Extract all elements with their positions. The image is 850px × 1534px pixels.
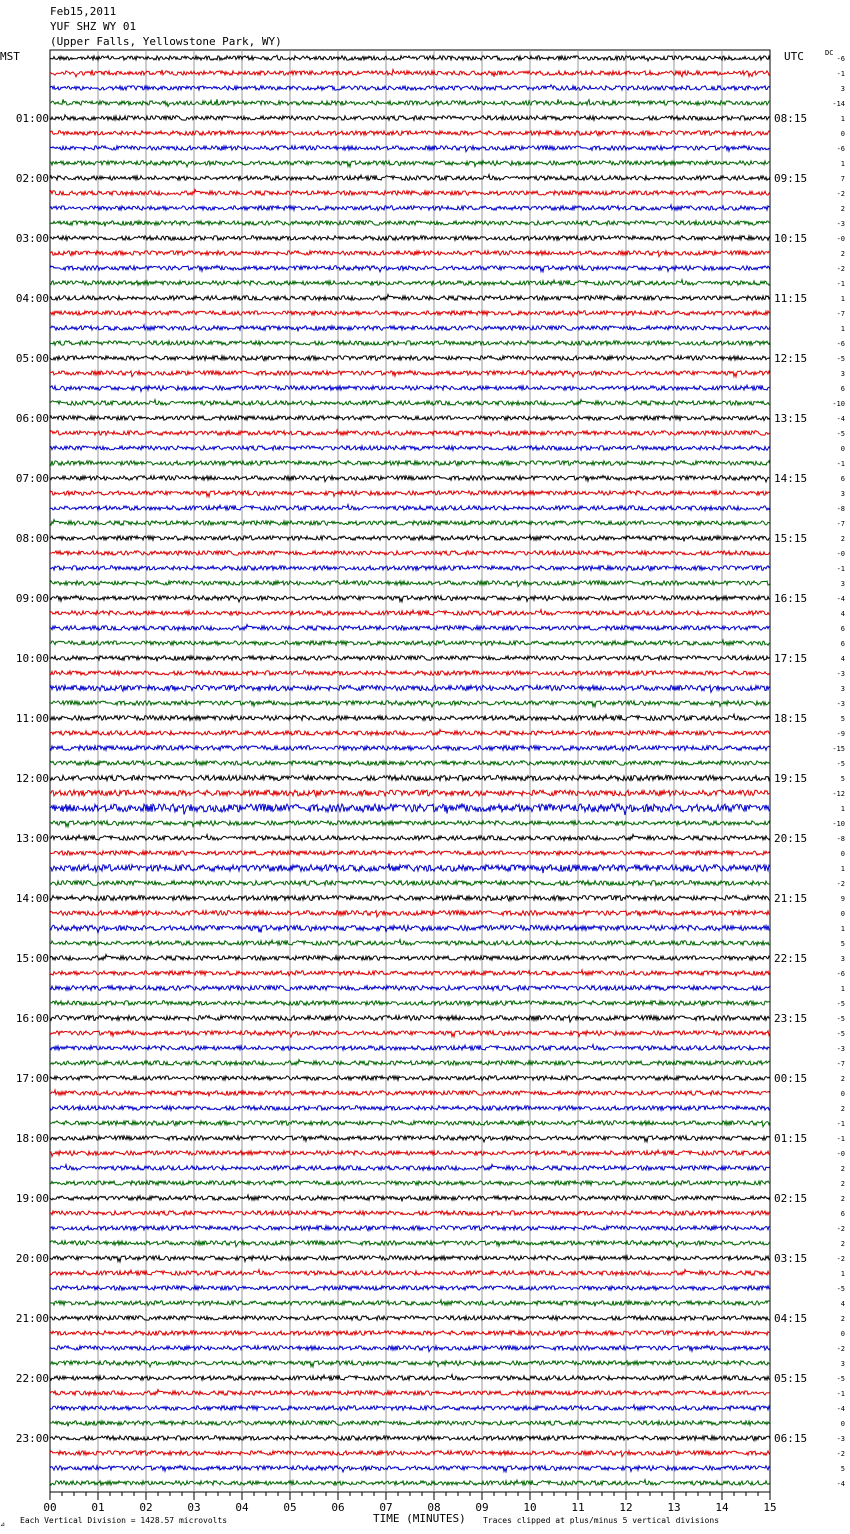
left-hour-label: 10:00 [15, 652, 49, 665]
left-hour-label: 03:00 [15, 232, 49, 245]
trace-52 [50, 821, 770, 827]
trace-8 [50, 161, 770, 167]
dc-offset-label: -6 [836, 340, 845, 348]
x-tick-label: 12 [619, 1501, 633, 1514]
left-hour-label: 21:00 [15, 1312, 49, 1325]
trace-58 [50, 910, 770, 917]
trace-39 [50, 625, 770, 631]
trace-16 [50, 280, 770, 286]
left-hour-label: 22:00 [15, 1372, 49, 1385]
trace-48 [50, 760, 770, 766]
dc-offset-label: -3 [836, 1045, 845, 1053]
trace-76 [50, 1181, 770, 1186]
left-hour-label: 07:00 [15, 472, 49, 485]
trace-13 [50, 236, 770, 240]
dc-offset-label: -5 [836, 1375, 845, 1383]
dc-offset-label: -8 [836, 505, 845, 513]
right-hour-label: 01:15 [774, 1132, 808, 1145]
dc-offset-label: -4 [836, 1480, 845, 1488]
left-hour-label: 01:00 [15, 112, 49, 125]
trace-21 [50, 356, 770, 361]
trace-28 [50, 461, 770, 466]
right-hour-label: 14:15 [774, 472, 808, 485]
trace-75 [50, 1165, 770, 1171]
trace-62 [50, 970, 770, 976]
trace-90 [50, 1390, 770, 1396]
right-hour-label: 16:15 [774, 592, 808, 605]
trace-42 [50, 671, 770, 675]
dc-offset-label: -15 [832, 745, 845, 753]
station-label: YUF SHZ WY 01 [50, 20, 137, 33]
trace-88 [50, 1361, 770, 1367]
trace-64 [50, 1001, 770, 1006]
left-hour-label: 15:00 [15, 952, 49, 965]
trace-93 [50, 1436, 770, 1441]
x-tick-label: 09 [475, 1501, 489, 1514]
x-axis-title: TIME (MINUTES) [373, 1512, 466, 1525]
trace-54 [50, 851, 770, 855]
dc-offset-label: 2 [840, 1075, 845, 1083]
dc-offset-label: -5 [836, 1285, 845, 1293]
dc-offset-label: -9 [836, 730, 845, 738]
dc-offset-label: -0 [836, 235, 845, 243]
trace-33 [50, 535, 770, 541]
x-tick-label: 05 [283, 1501, 297, 1514]
dc-offset-label: 1 [840, 925, 845, 933]
trace-66 [50, 1031, 770, 1037]
dc-offset-label: -5 [836, 1015, 845, 1023]
dc-offset-label: -5 [836, 430, 845, 438]
dc-offset-label: 1 [840, 865, 845, 873]
dc-offset-label: -12 [832, 790, 845, 798]
dc-offset-label: -3 [836, 700, 845, 708]
trace-14 [50, 251, 770, 257]
dc-offset-label: -10 [832, 400, 845, 408]
dc-offset-label: 5 [840, 940, 845, 948]
left-hour-label: 04:00 [15, 292, 49, 305]
left-hour-label: 11:00 [15, 712, 49, 725]
trace-15 [50, 266, 770, 272]
trace-73 [50, 1136, 770, 1142]
left-hour-label: 09:00 [15, 592, 49, 605]
trace-50 [50, 790, 770, 796]
left-hour-label: 14:00 [15, 892, 49, 905]
dc-offset-label: -3 [836, 1435, 845, 1443]
dc-offset-label: -1 [836, 1390, 845, 1398]
dc-offset-label: -4 [836, 1405, 845, 1413]
x-tick-label: 02 [139, 1501, 153, 1514]
trace-47 [50, 746, 770, 751]
right-hour-label: 04:15 [774, 1312, 808, 1325]
dc-offset-label: 1 [840, 325, 845, 333]
dc-offset-label: 5 [840, 775, 845, 783]
trace-37 [50, 596, 770, 602]
left-hour-label: 19:00 [15, 1192, 49, 1205]
trace-11 [50, 205, 770, 211]
trace-9 [50, 175, 770, 181]
dc-offset-label: -2 [836, 265, 845, 273]
trace-17 [50, 295, 770, 301]
dc-offset-label: -2 [836, 1225, 845, 1233]
left-hour-label: 18:00 [15, 1132, 49, 1145]
dc-offset-label: -5 [836, 760, 845, 768]
trace-27 [50, 446, 770, 450]
dc-offset-label: -2 [836, 1450, 845, 1458]
dc-offset-label: 2 [840, 1315, 845, 1323]
x-tick-label: 14 [715, 1501, 729, 1514]
trace-91 [50, 1405, 770, 1411]
trace-51 [50, 804, 770, 816]
dc-offset-label: 4 [840, 655, 845, 663]
trace-7 [50, 146, 770, 152]
trace-26 [50, 430, 770, 436]
trace-72 [50, 1121, 770, 1127]
trace-92 [50, 1421, 770, 1427]
corner-mark: ⊿ [0, 1521, 6, 1528]
trace-86 [50, 1331, 770, 1336]
right-hour-label: 22:15 [774, 952, 808, 965]
dc-offset-label: 5 [840, 1465, 845, 1473]
dc-offset-label: -3 [836, 220, 845, 228]
x-tick-label: 08 [427, 1501, 441, 1514]
trace-10 [50, 190, 770, 196]
date-label: Feb15,2011 [50, 5, 117, 18]
right-hour-label: 17:15 [774, 652, 808, 665]
trace-80 [50, 1241, 770, 1247]
dc-offset-label: -4 [836, 595, 845, 603]
trace-68 [50, 1060, 770, 1066]
x-tick-label: 11 [571, 1501, 585, 1514]
trace-35 [50, 566, 770, 571]
dc-offset-label: 0 [840, 130, 845, 138]
dc-offset-label: -6 [836, 970, 845, 978]
right-hour-label: 05:15 [774, 1372, 808, 1385]
left-hour-label: 17:00 [15, 1072, 49, 1085]
dc-offset-label: 6 [840, 1210, 845, 1218]
trace-94 [50, 1451, 770, 1457]
trace-53 [50, 835, 770, 841]
trace-6 [50, 131, 770, 136]
dc-offset-label: 6 [840, 640, 845, 648]
trace-29 [50, 476, 770, 482]
dc-offset-label: -6 [836, 145, 845, 153]
trace-70 [50, 1090, 770, 1096]
dc-offset-label: 2 [840, 1165, 845, 1173]
dc-offset-label: 0 [840, 1330, 845, 1338]
dc-offset-label: 6 [840, 625, 845, 633]
dc-offset-label: 7 [840, 175, 845, 183]
trace-59 [50, 925, 770, 932]
dc-offset-label: 3 [840, 1360, 845, 1368]
trace-1 [50, 55, 770, 61]
dc-offset-label: 9 [840, 895, 845, 903]
trace-87 [50, 1346, 770, 1352]
right-hour-label: 15:15 [774, 532, 808, 545]
dc-offset-label: -1 [836, 280, 845, 288]
trace-41 [50, 656, 770, 662]
trace-61 [50, 955, 770, 961]
dc-offset-label: -4 [836, 415, 845, 423]
right-hour-label: 20:15 [774, 832, 808, 845]
left-hour-label: 13:00 [15, 832, 49, 845]
dc-offset-label: 0 [840, 445, 845, 453]
trace-4 [50, 99, 770, 106]
dc-offset-label: 2 [840, 1105, 845, 1113]
trace-46 [50, 730, 770, 736]
dc-offset-label: 3 [840, 370, 845, 378]
dc-offset-label: 1 [840, 805, 845, 813]
dc-offset-label: 3 [840, 490, 845, 498]
dc-offset-label: 3 [840, 955, 845, 963]
trace-2 [50, 70, 770, 77]
dc-offset-label: 1 [840, 295, 845, 303]
x-tick-label: 03 [187, 1501, 201, 1514]
trace-81 [50, 1256, 770, 1262]
dc-offset-label: 0 [840, 1090, 845, 1098]
right-hour-label: 06:15 [774, 1432, 808, 1445]
trace-85 [50, 1316, 770, 1320]
trace-44 [50, 701, 770, 707]
right-hour-label: 02:15 [774, 1192, 808, 1205]
dc-offset-label: 2 [840, 1195, 845, 1203]
dc-offset-label: 6 [840, 475, 845, 483]
dc-offset-label: -6 [836, 55, 845, 63]
right-hour-label: 18:15 [774, 712, 808, 725]
trace-34 [50, 551, 770, 555]
right-hour-label: 00:15 [774, 1072, 808, 1085]
trace-3 [50, 85, 770, 90]
dc-offset-label: 2 [840, 535, 845, 543]
trace-49 [50, 775, 770, 780]
left-hour-label: 16:00 [15, 1012, 49, 1025]
trace-83 [50, 1286, 770, 1290]
trace-56 [50, 881, 770, 886]
trace-40 [50, 640, 770, 646]
dc-offset-label: 2 [840, 250, 845, 258]
trace-20 [50, 341, 770, 345]
trace-32 [50, 520, 770, 526]
dc-offset-label: -2 [836, 1345, 845, 1353]
trace-60 [50, 940, 770, 946]
dc-offset-label: -8 [836, 835, 845, 843]
right-hour-label: 11:15 [774, 292, 808, 305]
dc-column-label: DC [825, 49, 834, 57]
trace-55 [50, 864, 770, 874]
x-tick-label: 04 [235, 1501, 249, 1514]
clip-note: Traces clipped at plus/minus 5 vertical divisions [483, 1516, 720, 1525]
trace-96 [50, 1480, 770, 1486]
trace-38 [50, 610, 770, 616]
trace-31 [50, 505, 770, 511]
dc-offset-label: 0 [840, 1420, 845, 1428]
trace-5 [50, 115, 770, 120]
dc-offset-label: -5 [836, 1030, 845, 1038]
trace-24 [50, 400, 770, 406]
trace-12 [50, 221, 770, 227]
dc-offset-label: -7 [836, 520, 845, 528]
dc-offset-label: 5 [840, 715, 845, 723]
right-hour-label: 03:15 [774, 1252, 808, 1265]
x-tick-label: 00 [43, 1501, 57, 1514]
dc-offset-label: -2 [836, 190, 845, 198]
right-hour-label: 10:15 [774, 232, 808, 245]
dc-offset-label: -3 [836, 670, 845, 678]
trace-45 [50, 714, 770, 720]
right-hour-label: 09:15 [774, 172, 808, 185]
dc-offset-label: 1 [840, 1270, 845, 1278]
right-hour-label: 08:15 [774, 112, 808, 125]
dc-offset-label: 3 [840, 580, 845, 588]
dc-offset-label: -7 [836, 310, 845, 318]
left-hour-label: 23:00 [15, 1432, 49, 1445]
dc-offset-label: 2 [840, 1240, 845, 1248]
scale-note: Each Vertical Division = 1428.57 microvolts [20, 1516, 228, 1525]
trace-84 [50, 1300, 770, 1306]
dc-offset-label: -1 [836, 1120, 845, 1128]
dc-offset-label: 2 [840, 1180, 845, 1188]
trace-67 [50, 1045, 770, 1051]
dc-offset-label: -10 [832, 820, 845, 828]
trace-65 [50, 1016, 770, 1022]
dc-offset-label: -1 [836, 1135, 845, 1143]
trace-23 [50, 385, 770, 391]
dc-offset-label: 2 [840, 205, 845, 213]
location-label: (Upper Falls, Yellowstone Park, WY) [50, 35, 282, 48]
dc-offset-label: 1 [840, 985, 845, 993]
x-tick-label: 13 [667, 1501, 681, 1514]
dc-offset-label: 3 [840, 685, 845, 693]
left-hour-label: 20:00 [15, 1252, 49, 1265]
dc-offset-label: 4 [840, 1300, 845, 1308]
trace-89 [50, 1375, 770, 1381]
dc-offset-label: 4 [840, 610, 845, 618]
trace-95 [50, 1466, 770, 1472]
trace-77 [50, 1195, 770, 1201]
dc-offset-label: -0 [836, 1150, 845, 1158]
x-tick-label: 15 [763, 1501, 777, 1514]
trace-79 [50, 1226, 770, 1231]
trace-22 [50, 371, 770, 377]
dc-offset-label: -7 [836, 1060, 845, 1068]
dc-offset-label: 1 [840, 115, 845, 123]
trace-57 [50, 896, 770, 901]
left-hour-label: 08:00 [15, 532, 49, 545]
trace-74 [50, 1150, 770, 1156]
dc-offset-label: 6 [840, 385, 845, 393]
trace-69 [50, 1076, 770, 1081]
left-hour-label: 06:00 [15, 412, 49, 425]
right-hour-label: 13:15 [774, 412, 808, 425]
x-tick-label: 06 [331, 1501, 345, 1514]
x-tick-label: 07 [379, 1501, 393, 1514]
dc-offset-label: 3 [840, 85, 845, 93]
trace-19 [50, 325, 770, 331]
x-tick-label: 10 [523, 1501, 537, 1514]
dc-offset-label: -5 [836, 355, 845, 363]
x-tick-label: 01 [91, 1501, 105, 1514]
dc-offset-label: 0 [840, 850, 845, 858]
right-timezone-label: UTC [784, 50, 804, 63]
left-timezone-label: MST [0, 50, 20, 63]
dc-offset-label: -2 [836, 880, 845, 888]
left-hour-label: 12:00 [15, 772, 49, 785]
dc-offset-label: -0 [836, 550, 845, 558]
right-hour-label: 19:15 [774, 772, 808, 785]
right-hour-label: 21:15 [774, 892, 808, 905]
trace-71 [50, 1106, 770, 1110]
trace-78 [50, 1211, 770, 1215]
dc-offset-label: -2 [836, 1255, 845, 1263]
dc-offset-label: -1 [836, 460, 845, 468]
dc-offset-label: 1 [840, 160, 845, 168]
right-hour-label: 23:15 [774, 1012, 808, 1025]
trace-30 [50, 491, 770, 497]
dc-offset-label: -5 [836, 1000, 845, 1008]
dc-offset-label: -1 [836, 565, 845, 573]
trace-25 [50, 416, 770, 421]
dc-offset-label: 0 [840, 910, 845, 918]
right-hour-label: 12:15 [774, 352, 808, 365]
trace-82 [50, 1270, 770, 1276]
dc-offset-label: -1 [836, 70, 845, 78]
left-hour-label: 05:00 [15, 352, 49, 365]
trace-63 [50, 986, 770, 991]
trace-36 [50, 581, 770, 587]
left-hour-label: 02:00 [15, 172, 49, 185]
dc-offset-label: -14 [832, 100, 845, 108]
trace-43 [50, 685, 770, 692]
trace-18 [50, 311, 770, 316]
